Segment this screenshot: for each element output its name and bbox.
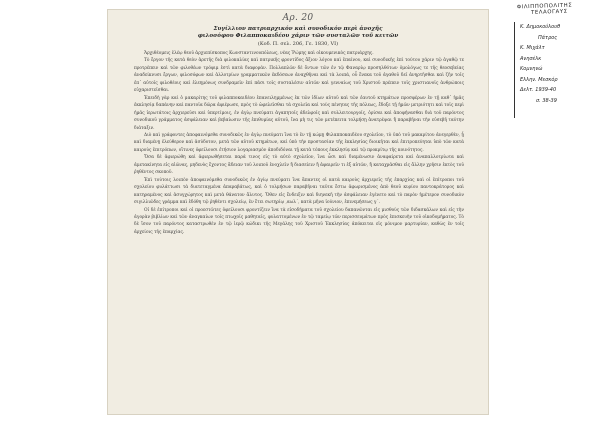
paragraph: Τὸ ἔργον τῆς κατὰ θεὸν ἀρετῆς διὰ φιλοκαλίας καὶ πατρικῆς φροντίδος ἄξιον λόγου καὶ ἐπαίνου, καὶ συνοδικῆς ἐπὶ τούτου χάριν τῷ ἀγαθῷ τε προτρέπειν καὶ τῶν φιλοθέων τρόφιμ ἐστὶ κατὰ διαφοράν. Πολλαπλῶν δὲ ὄντων τῶν ἐν τῷ Φαναρίῳ προσηλθότων ὁμολόγως τε τῆς θεοσεβείας ἀναδείκνυσι ἔργων, φιλοσόφων καὶ ἀλλοτρίων γραμματικῶν ἐκδόσεων ἀναχθῆναι καὶ τὰ λοιπά, οὗ ἕνεκα τοῦ ἀγαθοῦ δεῖ ἀνηρτῆσθαι καὶ ζῆν τοῖς ἐπ᾽ αὐτοῖς φιλοθέοις καὶ ἐλεημόνως συνδραμεῖν ἐπὶ πᾶσι τοῖς συσταλέσιν αὐτῶν καὶ γενναίως τοῦ Χριστοῦ πρέπειν τοῖς χριστιανοῖς ἀνθρώποις εὐχαριστεῖσθαι. xyxy=(134,58,464,94)
handwritten-header-line: ΦΙΛΙΠΠΟΠΟΛΙΤΗΣ xyxy=(516,2,573,11)
paragraph: Ἐπειδὴ γὰρ καὶ ὁ μακαρίτης τοῦ φιλαπποκαιδέου ἐπανειλημμένως ἐκ τῶν ἰδίων αὐτοῦ καὶ τῶν ἐαυτοῦ κτημάτων προσφέρων ἐν τῇ καθ᾽ ἡμᾶς ἐκκλησίᾳ δαπάνην καὶ παντοῖα δῶρα ἀφιέρωσε, πρὸς τὸ ὠφελεῖσθαι τὰ σχολεῖα καὶ τοὺς πένητας τῆς πόλεως, ἔδοξε τῇ ἡμῶν μετριότητι καὶ τοῖς περὶ ἡμᾶς ἱερωτάτοις ἀρχιερεῦσι καὶ ὑπερτίμοις, ἐν ἁγίῳ πνεύματι ἀγαπητοῖς ἀδελφοῖς καὶ συλλειτουργοῖς, ὁρίσαι καὶ ἀποφήνασθαι διὰ τοῦ παρόντος συνοδικοῦ γράμματος ἀσφάλειαν καὶ βεβαίωσιν τῆς ἐπιθυμίας αὐτοῦ, ἵνα μὴ τις τῶν μετέπειτα τολμήσῃ ἀνατρέψαι ἢ παραβῆναι τὴν εὐσεβῆ ταύτην διάταξιν. xyxy=(134,95,464,131)
paragraph: Οἱ δὲ ἐπίτροποι καὶ οἱ προεστῶτες ὀφείλουσι φροντίζειν ἵνα τὰ εἰσοδήματα τοῦ σχολείου δαπανῶνται εἰς μισθοὺς τῶν διδασκάλων καὶ εἰς τὴν ἀγορὰν βιβλίων καὶ τῶν ἀναγκαίων τοῖς πτωχοῖς μαθηταῖς, φυλαττομένων ἐν τῷ ταμείῳ τῶν περισσευμάτων πρὸς ἐπισκευὴν τοῦ οἰκοδομήματος. Τὸ δὲ ἴσον τοῦ παρόντος καταστρωθὲν ἐν τῷ ἱερῷ κώδικι τῆς Μεγάλης τοῦ Χριστοῦ Ἐκκλησίας ἀπόκειται εἰς μόνιμον μαρτυρίαν, καθὼς ἐν τοῖς ἀρχείοις τῆς ἐπαρχίας. xyxy=(134,207,464,235)
handwritten-note-line: Κομνηνώ xyxy=(520,66,543,72)
handwritten-note-line: Πάτρος xyxy=(538,34,558,41)
title-line: φιλοσόφου Φιλαπποκαιδέου χάριν τῶν συσταλῶν τοῦ κειτῶν xyxy=(197,33,399,39)
document-body xyxy=(134,50,464,410)
handwritten-note-line: Κ. Μιχάλτ xyxy=(520,45,545,51)
document-page xyxy=(108,10,488,414)
document-title xyxy=(128,26,468,40)
source-reference: (Κοδ. Π. σελ. 206, Γε. 1830, VI) xyxy=(257,41,339,47)
margin-note-bracket xyxy=(514,22,519,118)
page-number: Αρ. 20 xyxy=(282,13,314,23)
paragraph: Ὅσα δὲ ἀφιερώθη καὶ ἀφιερωθήσεται παρά τινος εἰς τὸ αὐτὸ σχολεῖον, ἵνα ὦσι καὶ διαμένωσιν ἀναφαίρετα καὶ ἀναπαλλοτρίωτα καὶ ἀμετακίνητα εἰς αἰῶνας, μηδενὸς ἔχοντος ἄδειαν τοῦ λοιποῦ ἐνοχλεῖν ἢ διασείειν ἢ ἀφαιρεῖν τι ἐξ αὐτῶν, ἢ καταχρᾶσθαι εἰς ἄλλην χρῆσιν ἐκτὸς τοῦ ῥηθέντος σκοποῦ. xyxy=(134,155,464,176)
paragraph: Ἐπὶ τούτοις λοιπὸν ἀποφαινόμεθα συνοδικῶς ἐν ἁγίῳ πνεύματι ἵνα ἅπαντες οἱ κατὰ καιροὺς ἀρχιερεῖς τῆς ἐπαρχίας καὶ οἱ ἐπίτροποι τοῦ σχολείου φυλάττωσι τὰ διατεταγμένα ἀπαραβάτως, καὶ ὁ τολμήσων παραβῆναι ταῦτα ἔστω ἀφωρισμένος ἀπὸ θεοῦ κυρίου παντοκράτορος καὶ κατηραμένος καὶ ἀσυγχώρητος καὶ μετὰ θάνατον ἄλυτος. Ὅθεν εἰς ἔνδειξιν καὶ διηνεκῆ τὴν ἀσφάλειαν ἐγένετο καὶ τὸ παρὸν ἡμέτερον συνοδικὸν σιγιλλιῶδες γράμμα καὶ ἐδόθη τῷ ῥηθέντι σχολείῳ, ἐν ἔτει σωτηρίῳ ,αωλ´, κατὰ μῆνα ἰούνιον, ἐπινεμήσεως γ´. xyxy=(134,177,464,206)
handwritten-note-line: Ελλην. Μεσκόρ xyxy=(520,76,558,83)
handwritten-margin-note xyxy=(520,22,594,120)
handwritten-note-line: σ. 38-39 xyxy=(536,97,557,104)
title-line: Συγίλλιον πατριαρχικόν καὶ συνοδικόν περὶ ἀνοχῆς xyxy=(213,26,383,32)
handwritten-header-line: ΤΕΛΑΟΓΑΥΣ xyxy=(531,8,568,17)
handwritten-note-line: Ανησέλκ xyxy=(520,55,542,62)
paragraph: Διὸ καὶ γράφοντες ἀποφαινόμεθα συνοδικῶς ἐν ἁγίῳ πνεύματι ἵνα τὸ ἐν τῇ κώμῃ Φιλαπποκαιδέου σχολεῖον, τὸ ὑπὸ τοῦ μακαρίτου ἀνεγερθὲν, ᾖ καὶ διαμένῃ ἐλεύθερον καὶ ἀσύδοτον, μετὰ τῶν αὐτοῦ κτημάτων, καὶ ὑπὸ τὴν προστασίαν τῆς ἐκκλησίας διοικῆται καὶ ἐπιτροπεύηται ὑπὸ τῶν κατὰ καιροὺς ἐπιτρόπων, οἵτινες ὀφείλουσι ἐτήσιον λογαριασμὸν ἀποδιδόναι τῇ κατὰ τόπους ἐκκλησίᾳ καὶ τῷ προκρίτῳ τῆς κοινότητος. xyxy=(134,132,464,153)
paragraph: Ἀρχιθέομεις ἐλέῳ θεοῦ ἀρχιεπίσκοπος Κωνσταντινουπόλεως, νέας Ῥώμης καὶ οἰκουμενικὸς πατριάρχης. xyxy=(144,51,374,56)
handwritten-note-line: Κ. Δημοκούλουθ xyxy=(520,24,561,30)
handwritten-note-line: Δελτ. 1939-40 xyxy=(520,87,557,93)
